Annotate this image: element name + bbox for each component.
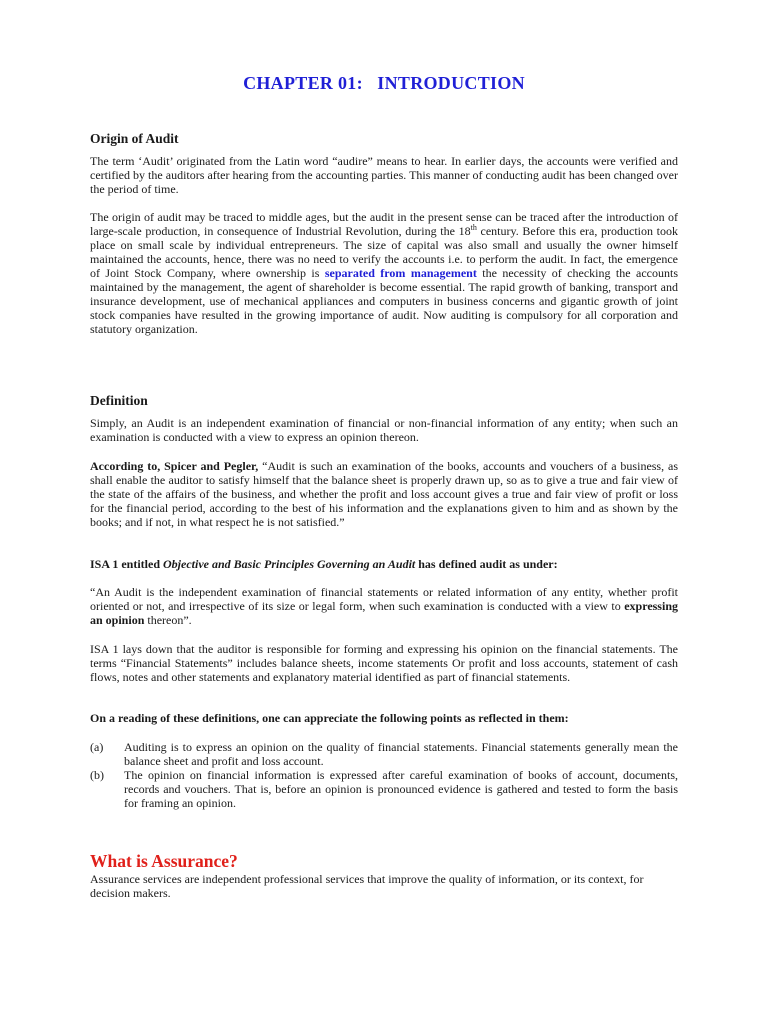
list-item-label: (a) [90,740,104,754]
isa1-heading [90,557,678,571]
list-item [90,740,678,768]
origin-p2-part-c: the necessity of checking the accounts maintained by the management, the agent of shareholder is become essential. The rapid growth of banking, transport and insurance development, use of mechanical appliances and computers in business concerns and gigantic growth of joint stock companies have resulted in the growing importance of audit. Now auditing is compulsory for all corporation and statutory organization. [90,266,678,336]
spicer-pegler-paragraph [90,459,678,529]
origin-heading: Origin of Audit [90,131,179,146]
expressing-an-opinion-bold: expressing an opinion [90,599,678,627]
assurance-paragraph: Assurance services are independent professional services that improve the quality of information, or its context, for decision makers. [90,872,644,900]
isa1-title: Objective and Basic Principles Governing an Audit [163,557,416,571]
origin-p2-part-b: century. Before this era, production took place on small scale by individual entrepreneurs. The size of capital was also small and usually the owner himself maintained the accounts, hence, there was no need to verify the accounts i.e. to perform the audit. In fact, the emergence of Joint Stock Company, where ownership is [90,224,678,280]
chapter-label: CHAPTER 01: [243,73,363,93]
points-lead: On a reading of these definitions, one can appreciate the following points as reflected in them: [90,711,569,725]
definition-heading: Definition [90,393,148,408]
list-item-text: The opinion on financial information is expressed after careful examination of books of account, documents, records and vouchers. That is, before an opinion is pronounced evidence is gathered and tested to form the basis for framing an opinion. [124,768,678,810]
spicer-pegler-lead: According to, Spicer and Pegler, [90,459,259,473]
origin-paragraph-1: The term ‘Audit’ originated from the Latin word “audire” means to hear. In earlier days, the accounts were verified and certified by the auditors after hearing from the accounting parties. This manner of conducting audit has been changed over the period of time. [90,154,678,196]
isa1-quote-part-a: “An Audit is the independent examination of financial statements or related information of any entity, whether profit oriented or not, and irrespective of its size or legal form, when such examination is conducted with a view to [90,585,678,613]
assurance-heading: What is Assurance? [90,851,238,871]
chapter-title [90,72,678,94]
spicer-pegler-quote: “Audit is such an examination of the books, accounts and vouchers of a business, as shall enable the auditor to satisfy himself that the balance sheet is properly drawn up, so as to give a true and fair view of the state of the affairs of the business, and whether the profit and loss account gives a true and fair view of profit or loss for the financial period, according to the best of his information and the explanations given to him and as shown by the books; and if not, in what respect he is not satisfied.” [90,459,679,529]
isa1-quote-part-b: thereon”. [144,613,192,627]
list-item-label: (b) [90,768,104,782]
definition-paragraph-1: Simply, an Audit is an independent examination of financial or non-financial information of any entity; when such an examination is conducted with a view to express an opinion thereon. [90,416,678,444]
list-item-text: Auditing is to express an opinion on the quality of financial statements. Financial statements generally mean the balance sheet and profit and loss account. [124,740,678,768]
separated-from-management-highlight: separated from management [324,266,477,280]
list-item [90,768,678,810]
origin-paragraph-2 [90,210,678,336]
isa1-responsibility-paragraph: ISA 1 lays down that the auditor is responsible for forming and expressing his opinion on the financial statements. The terms “Financial Statements” includes balance sheets, income statements Or profit and loss accounts, statement of cash flows, notes and other statements and explanatory material identified as part of financial statements. [90,642,678,684]
origin-p2-superscript: th [470,223,477,232]
isa1-tail: has defined audit as under: [415,557,558,571]
isa1-lead: ISA 1 entitled [90,557,164,571]
chapter-name: INTRODUCTION [377,73,525,93]
origin-p2-part-a: The origin of audit may be traced to middle ages, but the audit in the present sense can be traced after the introduction of large-scale production, in consequence of Industrial Revolution, during the 18 [90,210,678,238]
isa1-quote [90,585,678,627]
